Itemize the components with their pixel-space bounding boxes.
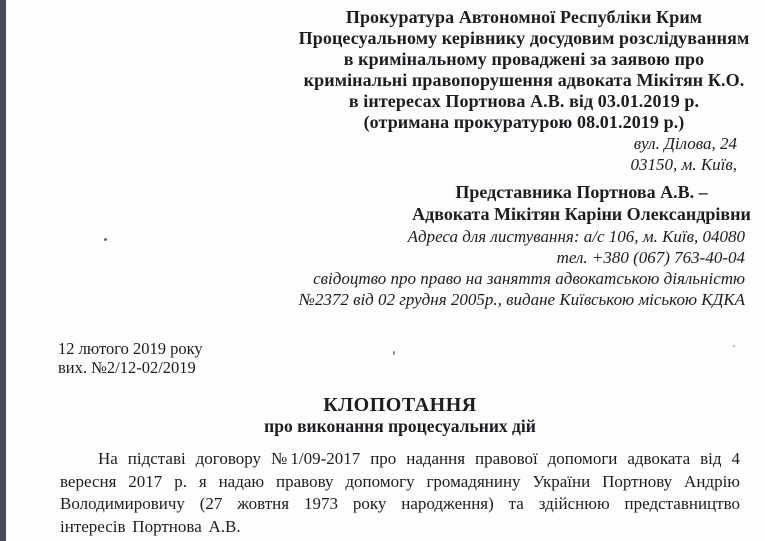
- sender-block: [400, 182, 763, 225]
- sender-details-line: свідоцтво про право на заняття адвокатською діяльністю: [313, 269, 745, 288]
- recipient-line: в інтересах Портнова А.В. від 03.01.2019 р.: [348, 91, 700, 111]
- document-date: 12 лютого 2019 року: [58, 339, 203, 358]
- sender-details-line: тел. +380 (067) 763-40-04: [556, 248, 745, 267]
- recipient-address-line: вул. Ділова, 24: [633, 134, 737, 153]
- title-block: [35, 394, 765, 437]
- outgoing-number: вих. №2/12-02/2019: [58, 357, 196, 377]
- document-subtitle: про виконання процесуальних дій: [264, 416, 536, 436]
- scan-speck: [733, 345, 735, 347]
- body-paragraph: На підставі договору №1/09-2017 про надання правової допомоги адвоката від 4 вересня 2017 р. я надаю правову допомогу громадянину України Портнову Андрію Володимировичу (27 жовтня 1973 року народження) та здійснюю представництво інтересів Портнова А.В.: [60, 449, 740, 536]
- recipient-block: [295, 7, 753, 133]
- sender-details-line: №2372 від 02 грудня 2005р., видане Київською міською КДКА: [298, 290, 745, 309]
- recipient-line: кримінальні правопорушення адвоката Мікітян К.О.: [303, 70, 745, 90]
- document-title: КЛОПОТАННЯ: [323, 394, 477, 416]
- recipient-line: в кримінальному проваджені за заявою про: [343, 49, 705, 69]
- sender-line: Представника Портнова А.В. –: [455, 182, 708, 202]
- recipient-address-block: [631, 133, 738, 175]
- date-block: [58, 340, 203, 377]
- sender-details-block: [299, 226, 745, 310]
- sender-details-line: Адреса для листування: а/с 106, м. Київ, 04080: [407, 227, 745, 246]
- recipient-address-line: 03150, м. Київ,: [630, 155, 737, 174]
- sender-line: Адвоката Мікітян Каріни Олександрівни: [412, 203, 751, 224]
- recipient-line: (отримана прокуратурою 08.01.2019 р.): [363, 112, 685, 132]
- recipient-line: Прокуратура Автономної Республіки Крим: [345, 7, 703, 27]
- scan-speck: [393, 351, 395, 355]
- scan-speck: [104, 238, 107, 241]
- recipient-line: Процесуальному керівнику досудовим розслідуванням: [298, 28, 750, 48]
